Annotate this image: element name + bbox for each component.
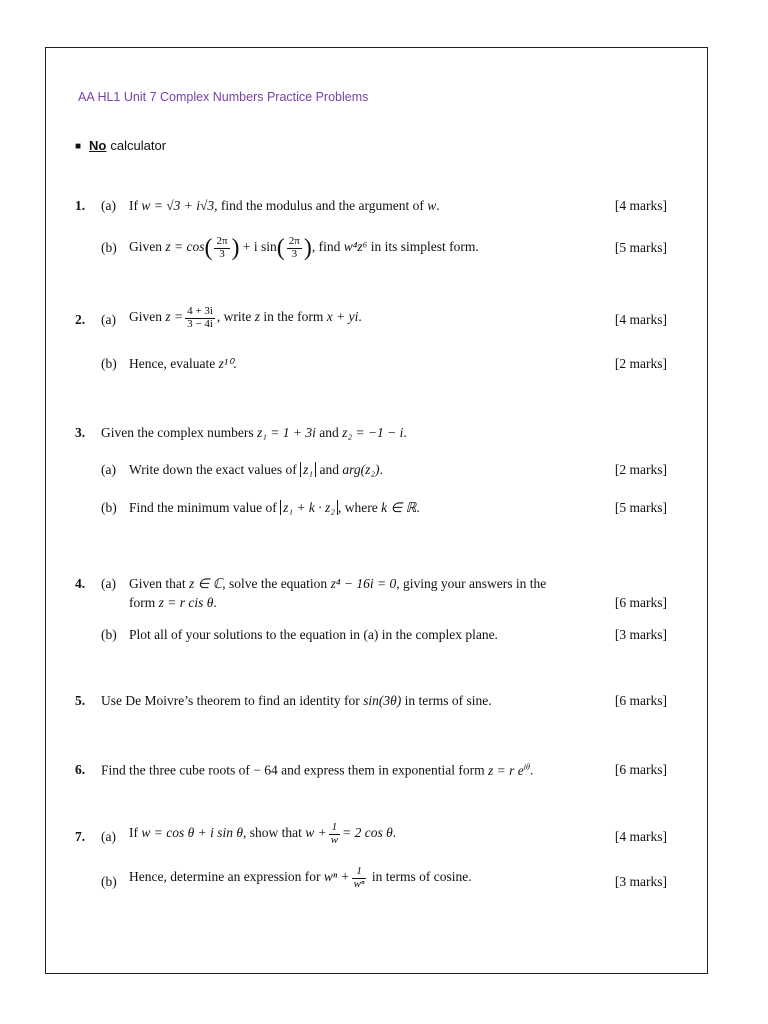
marks: [2 marks]: [614, 356, 667, 371]
marks: [5 marks]: [614, 240, 667, 255]
instruction-no: No: [89, 138, 107, 153]
question-text: Plot all of your solutions to the equation in (a) in the complex plane.: [129, 627, 498, 642]
instruction-rest: calculator: [110, 138, 167, 153]
question-text: Find the minimum value of z₁ + k · z₂ , where k ∈ ℝ.: [129, 500, 420, 515]
question-text: Given z = $\frac{4 + 3i}{3 - 4i}$ , write z in the form x + yi.: [129, 305, 362, 330]
math-expression: w = √3 + i√3: [141, 198, 215, 213]
marks: [6 marks]: [614, 762, 667, 777]
question-text: Find the three cube roots of − 64 and express them in exponential form z = r $e^{i\theta}$.: [101, 762, 534, 778]
marks: [4 marks]: [614, 829, 667, 844]
marks: [5 marks]: [614, 500, 667, 515]
marks: [4 marks]: [614, 198, 667, 213]
question-text: Given that z ∈ ℂ, solve the equation z⁴ − 16i = 0, giving your answers in the: [129, 576, 547, 591]
part-label: (b): [101, 500, 117, 515]
marks: [3 marks]: [614, 627, 667, 642]
question-text: Write down the exact values of z₁ and arg(z₂).: [129, 462, 383, 477]
calculator-instruction: [75, 138, 166, 153]
part-label: (b): [101, 240, 117, 255]
marks: [6 marks]: [614, 693, 667, 708]
question-number: 1.: [75, 198, 86, 213]
question-text: Hence, determine an expression for wⁿ + $\frac{1}{\text{wⁿ}}$ in terms of cosine.: [129, 865, 472, 890]
question-number: 4.: [75, 576, 86, 591]
question-text: Given z = cos( $\frac{2\pi}{3}$ ) + i sin( $\frac{2\pi}{3}$ ), find w⁴z⁶ in its simplest form.: [129, 235, 479, 262]
part-label: (a): [101, 576, 116, 591]
marks: [2 marks]: [614, 462, 667, 477]
part-label: (b): [101, 356, 117, 371]
question-number: 2.: [75, 312, 86, 327]
part-label: (b): [101, 874, 117, 889]
part-label: (b): [101, 627, 117, 642]
question-text: Given the complex numbers z₁ = 1 + 3i and z₂ = −1 − i.: [101, 425, 407, 440]
marks: [6 marks]: [614, 595, 667, 610]
question-number: 5.: [75, 693, 86, 708]
part-label: (a): [101, 462, 116, 477]
bullet-icon: ■: [75, 141, 82, 152]
part-label: (a): [101, 312, 116, 327]
question-text: Use De Moivre’s theorem to find an identity for sin(3θ) in terms of sine.: [101, 693, 492, 708]
question-text: If w = √3 + i√3, find the modulus and the argument of w.: [129, 198, 440, 213]
question-number: 7.: [75, 829, 86, 844]
question-text: Hence, evaluate z¹⁰.: [129, 356, 237, 371]
part-label: (a): [101, 198, 116, 213]
page-title: AA HL1 Unit 7 Complex Numbers Practice Problems: [78, 90, 369, 104]
question-text: If w = cos θ + i sin θ, show that w + $\frac{1}{w}$ = 2 cos θ.: [129, 821, 397, 846]
marks: [4 marks]: [614, 312, 667, 327]
question-text: form z = r cis θ.: [129, 595, 217, 610]
marks: [3 marks]: [614, 874, 667, 889]
question-number: 3.: [75, 425, 86, 440]
question-number: 6.: [75, 762, 86, 777]
part-label: (a): [101, 829, 116, 844]
